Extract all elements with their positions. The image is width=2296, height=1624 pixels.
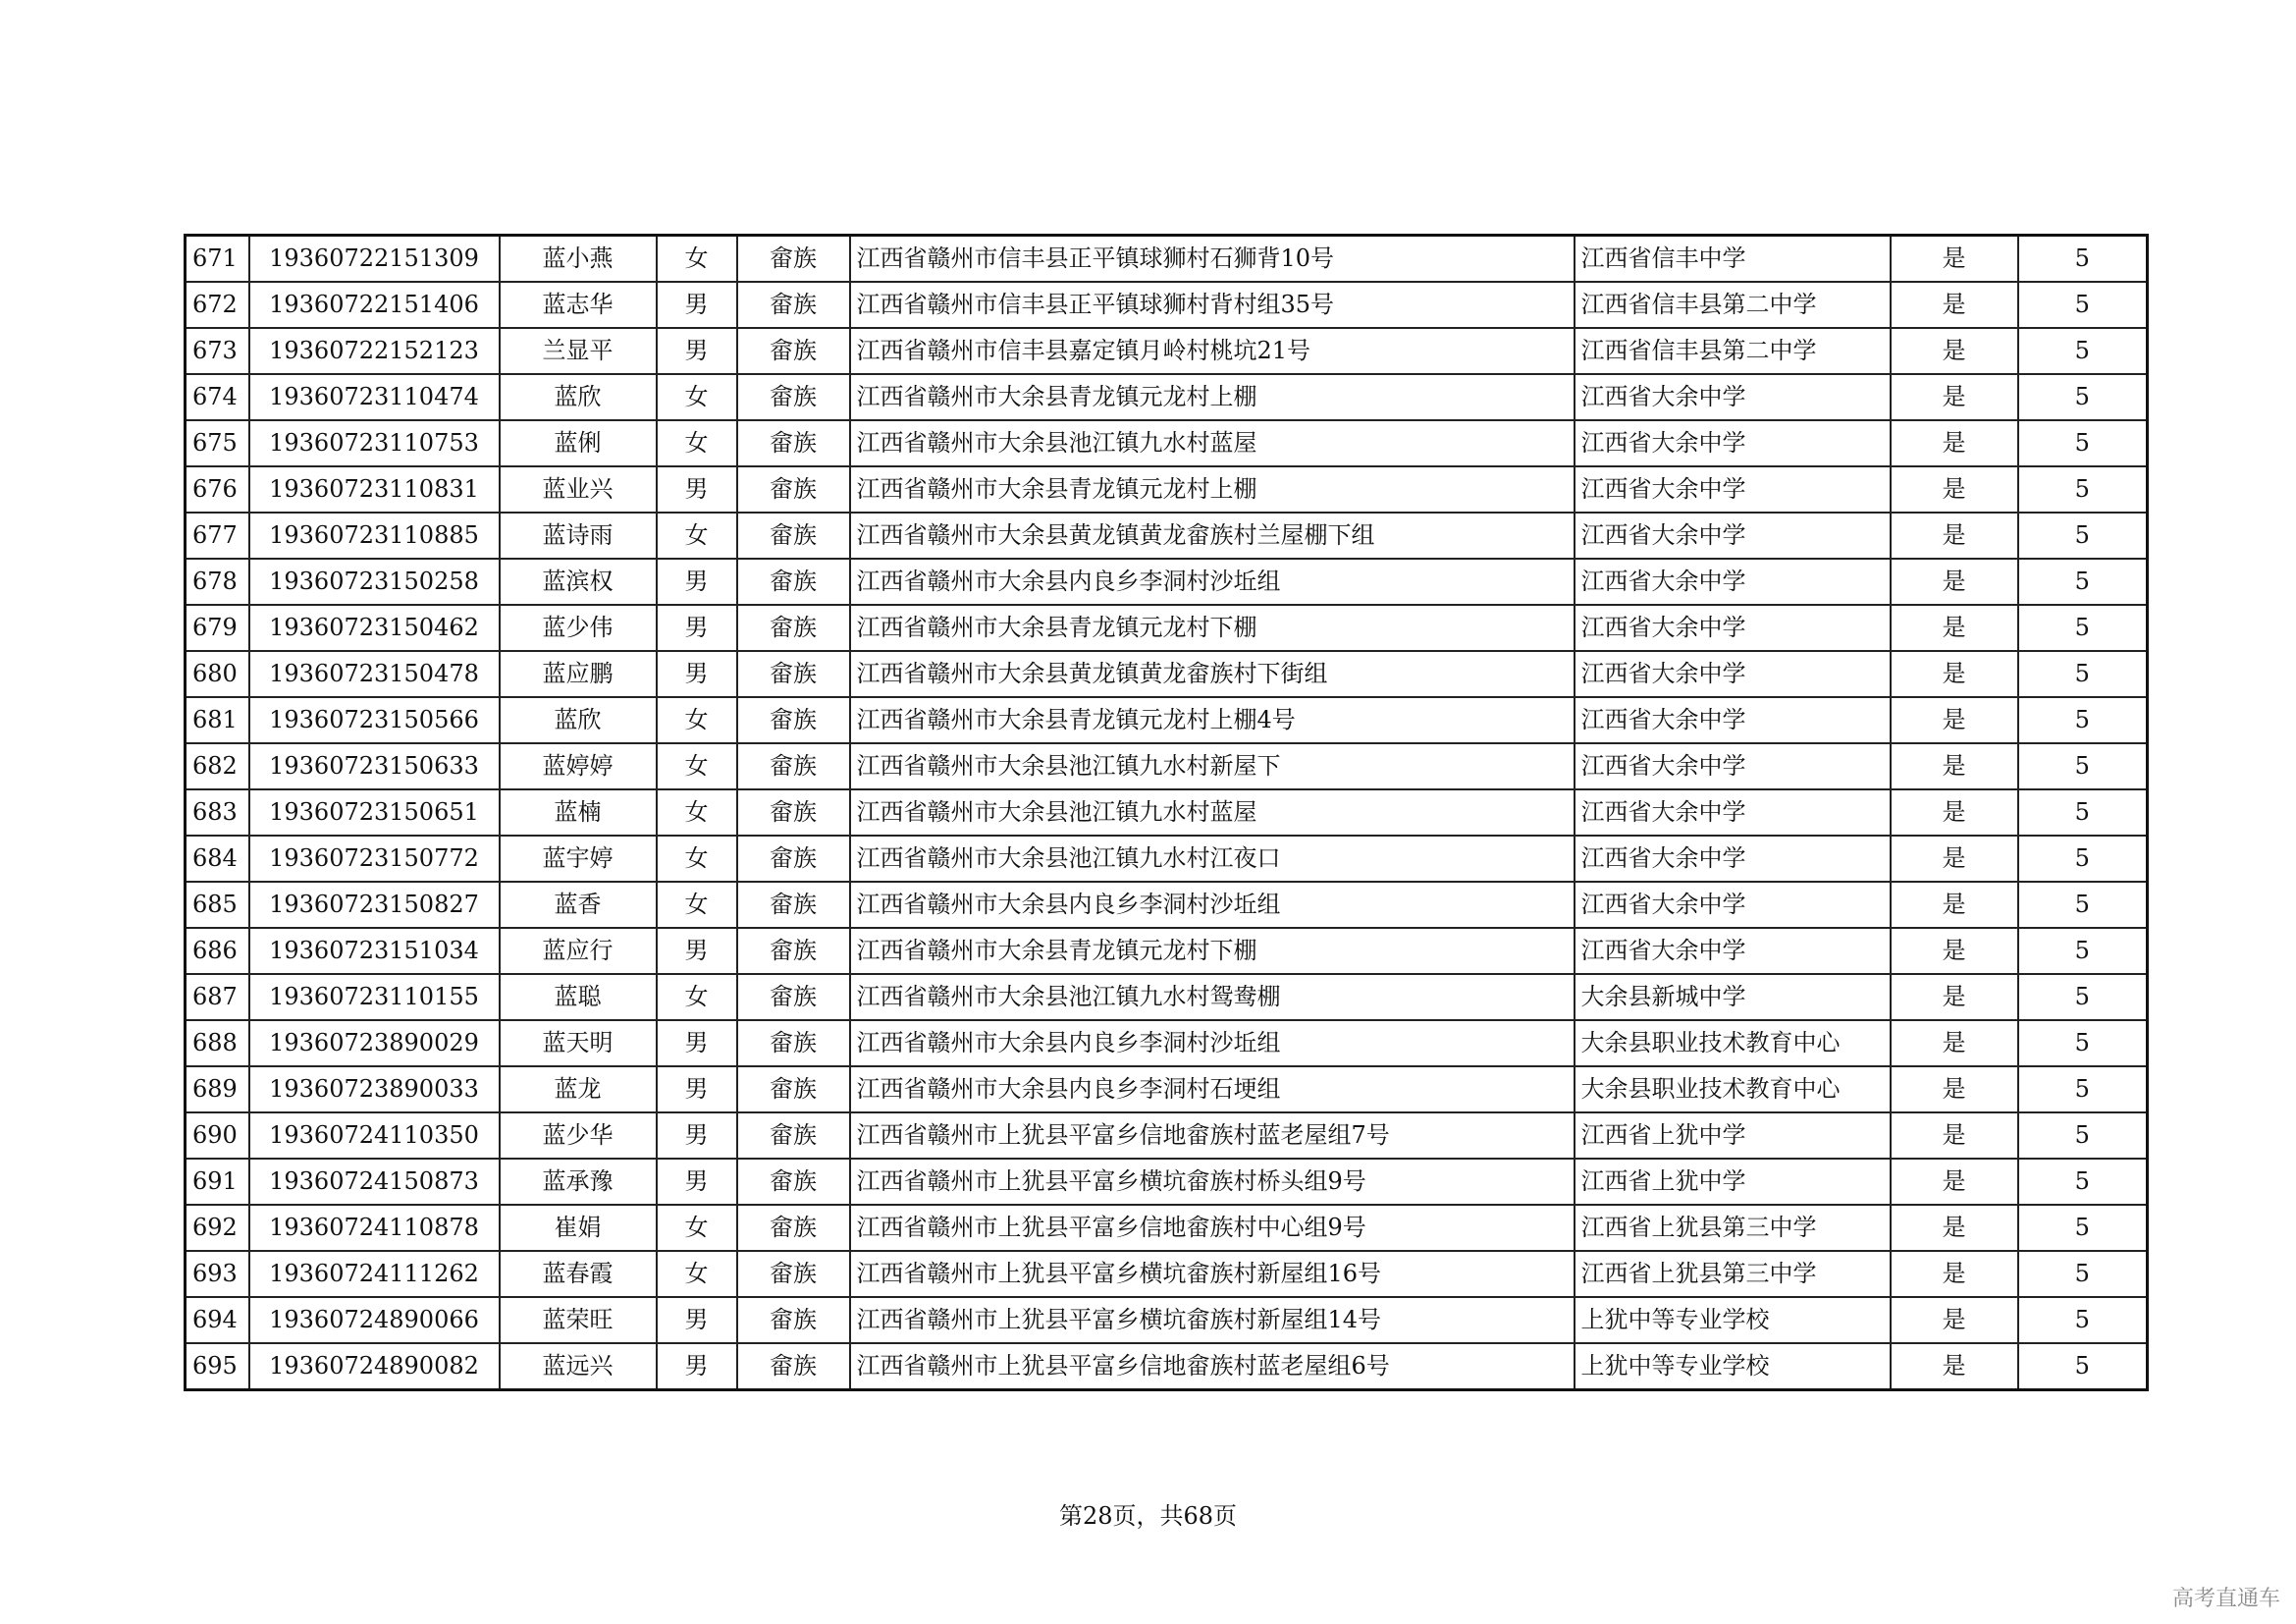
student-name-cell: 蓝志华	[500, 282, 657, 328]
bonus-points-cell: 5	[2018, 1112, 2148, 1159]
bonus-points-cell: 5	[2018, 928, 2148, 974]
gender-cell: 女	[657, 836, 737, 882]
gender-cell: 男	[657, 282, 737, 328]
candidate-id-cell: 19360723110753	[249, 420, 500, 466]
table-row	[186, 789, 2148, 836]
gender-cell: 男	[657, 559, 737, 605]
gender-cell: 男	[657, 928, 737, 974]
row-number-cell: 675	[186, 420, 249, 466]
student-name-cell: 蓝少伟	[500, 605, 657, 651]
ethnicity-cell: 畲族	[737, 651, 850, 697]
ethnicity-cell: 畲族	[737, 1297, 850, 1343]
school-name-cell: 江西省上犹中学	[1575, 1112, 1891, 1159]
student-name-cell: 蓝婷婷	[500, 743, 657, 789]
bonus-points-cell: 5	[2018, 743, 2148, 789]
student-name-cell: 蓝业兴	[500, 466, 657, 513]
home-address-cell: 江西省赣州市大余县黄龙镇黄龙畲族村兰屋棚下组	[850, 513, 1575, 559]
ethnicity-cell: 畲族	[737, 328, 850, 374]
candidate-id-cell: 19360722152123	[249, 328, 500, 374]
candidate-id-cell: 19360723150827	[249, 882, 500, 928]
candidate-id-cell: 19360724150873	[249, 1159, 500, 1205]
table-row	[186, 328, 2148, 374]
bonus-points-cell: 5	[2018, 836, 2148, 882]
gender-cell: 女	[657, 513, 737, 559]
home-address-cell: 江西省赣州市大余县青龙镇元龙村下棚	[850, 605, 1575, 651]
table-row	[186, 651, 2148, 697]
student-name-cell: 蓝滨权	[500, 559, 657, 605]
home-address-cell: 江西省赣州市大余县青龙镇元龙村上棚4号	[850, 697, 1575, 743]
bonus-points-cell: 5	[2018, 1066, 2148, 1112]
row-number-cell: 683	[186, 789, 249, 836]
table-row	[186, 282, 2148, 328]
table-row	[186, 743, 2148, 789]
school-name-cell: 江西省大余中学	[1575, 374, 1891, 420]
student-name-cell: 蓝俐	[500, 420, 657, 466]
ethnicity-cell: 畲族	[737, 374, 850, 420]
eligibility-flag-cell: 是	[1891, 1205, 2018, 1251]
candidate-id-cell: 19360723150258	[249, 559, 500, 605]
bonus-points-cell: 5	[2018, 882, 2148, 928]
school-name-cell: 江西省大余中学	[1575, 836, 1891, 882]
bonus-points-cell: 5	[2018, 697, 2148, 743]
school-name-cell: 江西省大余中学	[1575, 605, 1891, 651]
candidate-id-cell: 19360724110878	[249, 1205, 500, 1251]
table-row	[186, 1343, 2148, 1390]
ethnicity-cell: 畲族	[737, 605, 850, 651]
student-name-cell: 蓝宇婷	[500, 836, 657, 882]
eligibility-flag-cell: 是	[1891, 928, 2018, 974]
school-name-cell: 江西省大余中学	[1575, 882, 1891, 928]
gender-cell: 女	[657, 1205, 737, 1251]
row-number-cell: 685	[186, 882, 249, 928]
ethnicity-cell: 畲族	[737, 1251, 850, 1297]
row-number-cell: 687	[186, 974, 249, 1020]
school-name-cell: 大余县职业技术教育中心	[1575, 1066, 1891, 1112]
bonus-points-cell: 5	[2018, 236, 2148, 283]
eligibility-flag-cell: 是	[1891, 697, 2018, 743]
gender-cell: 男	[657, 466, 737, 513]
eligibility-flag-cell: 是	[1891, 882, 2018, 928]
home-address-cell: 江西省赣州市大余县青龙镇元龙村下棚	[850, 928, 1575, 974]
gender-cell: 男	[657, 1343, 737, 1390]
school-name-cell: 江西省大余中学	[1575, 513, 1891, 559]
candidate-id-cell: 19360723150772	[249, 836, 500, 882]
table-row	[186, 236, 2148, 283]
candidate-id-cell: 19360723150478	[249, 651, 500, 697]
school-name-cell: 江西省大余中学	[1575, 697, 1891, 743]
home-address-cell: 江西省赣州市大余县池江镇九水村蓝屋	[850, 420, 1575, 466]
gender-cell: 女	[657, 789, 737, 836]
gender-cell: 女	[657, 743, 737, 789]
candidate-id-cell: 19360723890033	[249, 1066, 500, 1112]
row-number-cell: 671	[186, 236, 249, 283]
student-name-cell: 蓝欣	[500, 697, 657, 743]
gender-cell: 男	[657, 651, 737, 697]
home-address-cell: 江西省赣州市信丰县正平镇球狮村背村组35号	[850, 282, 1575, 328]
school-name-cell: 大余县新城中学	[1575, 974, 1891, 1020]
eligibility-flag-cell: 是	[1891, 1297, 2018, 1343]
gender-cell: 女	[657, 236, 737, 283]
row-number-cell: 680	[186, 651, 249, 697]
row-number-cell: 693	[186, 1251, 249, 1297]
school-name-cell: 江西省信丰县第二中学	[1575, 328, 1891, 374]
gender-cell: 男	[657, 1297, 737, 1343]
home-address-cell: 江西省赣州市大余县池江镇九水村江夜口	[850, 836, 1575, 882]
table-row	[186, 605, 2148, 651]
home-address-cell: 江西省赣州市大余县池江镇九水村鸳鸯棚	[850, 974, 1575, 1020]
bonus-points-cell: 5	[2018, 1297, 2148, 1343]
ethnicity-cell: 畲族	[737, 1205, 850, 1251]
student-name-cell: 兰显平	[500, 328, 657, 374]
candidate-id-cell: 19360723151034	[249, 928, 500, 974]
student-name-cell: 蓝聪	[500, 974, 657, 1020]
bonus-points-cell: 5	[2018, 789, 2148, 836]
row-number-cell: 689	[186, 1066, 249, 1112]
school-name-cell: 江西省大余中学	[1575, 651, 1891, 697]
ethnicity-cell: 畲族	[737, 236, 850, 283]
home-address-cell: 江西省赣州市大余县池江镇九水村蓝屋	[850, 789, 1575, 836]
school-name-cell: 上犹中等专业学校	[1575, 1343, 1891, 1390]
row-number-cell: 694	[186, 1297, 249, 1343]
page-number: 第28页，共68页	[1058, 1502, 1238, 1530]
eligibility-flag-cell: 是	[1891, 974, 2018, 1020]
row-number-cell: 691	[186, 1159, 249, 1205]
home-address-cell: 江西省赣州市大余县内良乡李洞村沙坵组	[850, 559, 1575, 605]
table-row	[186, 974, 2148, 1020]
eligibility-flag-cell: 是	[1891, 236, 2018, 283]
home-address-cell: 江西省赣州市上犹县平富乡横坑畲族村桥头组9号	[850, 1159, 1575, 1205]
row-number-cell: 677	[186, 513, 249, 559]
student-name-cell: 蓝欣	[500, 374, 657, 420]
table-row	[186, 1020, 2148, 1066]
table-row	[186, 836, 2148, 882]
eligibility-flag-cell: 是	[1891, 651, 2018, 697]
row-number-cell: 692	[186, 1205, 249, 1251]
ethnicity-cell: 畲族	[737, 1343, 850, 1390]
bonus-points-cell: 5	[2018, 1343, 2148, 1390]
eligibility-flag-cell: 是	[1891, 559, 2018, 605]
table-row	[186, 513, 2148, 559]
bonus-points-cell: 5	[2018, 513, 2148, 559]
table-row	[186, 1159, 2148, 1205]
eligibility-flag-cell: 是	[1891, 605, 2018, 651]
school-name-cell: 江西省大余中学	[1575, 420, 1891, 466]
home-address-cell: 江西省赣州市上犹县平富乡横坑畲族村新屋组14号	[850, 1297, 1575, 1343]
home-address-cell: 江西省赣州市上犹县平富乡信地畲族村蓝老屋组6号	[850, 1343, 1575, 1390]
watermark-text: 高考直通车	[2171, 1587, 2280, 1611]
bonus-points-cell: 5	[2018, 1251, 2148, 1297]
home-address-cell: 江西省赣州市大余县黄龙镇黄龙畲族村下街组	[850, 651, 1575, 697]
home-address-cell: 江西省赣州市上犹县平富乡横坑畲族村新屋组16号	[850, 1251, 1575, 1297]
bonus-points-cell: 5	[2018, 605, 2148, 651]
row-number-cell: 672	[186, 282, 249, 328]
table-row	[186, 466, 2148, 513]
candidate-id-cell: 19360722151309	[249, 236, 500, 283]
ethnicity-cell: 畲族	[737, 513, 850, 559]
gender-cell: 女	[657, 1251, 737, 1297]
row-number-cell: 682	[186, 743, 249, 789]
table-row	[186, 374, 2148, 420]
table-row	[186, 882, 2148, 928]
candidate-id-cell: 19360723110885	[249, 513, 500, 559]
row-number-cell: 676	[186, 466, 249, 513]
candidate-id-cell: 19360722151406	[249, 282, 500, 328]
row-number-cell: 678	[186, 559, 249, 605]
eligibility-flag-cell: 是	[1891, 420, 2018, 466]
gender-cell: 男	[657, 1020, 737, 1066]
student-name-cell: 蓝少华	[500, 1112, 657, 1159]
student-name-cell: 蓝楠	[500, 789, 657, 836]
school-name-cell: 江西省信丰县第二中学	[1575, 282, 1891, 328]
table-row	[186, 559, 2148, 605]
student-name-cell: 蓝诗雨	[500, 513, 657, 559]
student-name-cell: 蓝承豫	[500, 1159, 657, 1205]
table-row	[186, 697, 2148, 743]
eligibility-flag-cell: 是	[1891, 466, 2018, 513]
eligibility-flag-cell: 是	[1891, 1159, 2018, 1205]
school-name-cell: 江西省上犹县第三中学	[1575, 1251, 1891, 1297]
candidate-id-cell: 19360723150633	[249, 743, 500, 789]
school-name-cell: 江西省上犹中学	[1575, 1159, 1891, 1205]
ethnicity-cell: 畲族	[737, 697, 850, 743]
bonus-points-cell: 5	[2018, 559, 2148, 605]
roster-body	[186, 236, 2148, 1390]
bonus-points-cell: 5	[2018, 374, 2148, 420]
bonus-points-cell: 5	[2018, 420, 2148, 466]
gender-cell: 女	[657, 420, 737, 466]
gender-cell: 男	[657, 605, 737, 651]
candidate-id-cell: 19360723890029	[249, 1020, 500, 1066]
ethnicity-cell: 畲族	[737, 1159, 850, 1205]
gender-cell: 男	[657, 1159, 737, 1205]
ethnicity-cell: 畲族	[737, 559, 850, 605]
table-row	[186, 420, 2148, 466]
ethnicity-cell: 畲族	[737, 882, 850, 928]
school-name-cell: 上犹中等专业学校	[1575, 1297, 1891, 1343]
student-name-cell: 蓝天明	[500, 1020, 657, 1066]
row-number-cell: 686	[186, 928, 249, 974]
home-address-cell: 江西省赣州市信丰县嘉定镇月岭村桃坑21号	[850, 328, 1575, 374]
eligibility-flag-cell: 是	[1891, 789, 2018, 836]
candidate-id-cell: 19360723150566	[249, 697, 500, 743]
eligibility-flag-cell: 是	[1891, 513, 2018, 559]
home-address-cell: 江西省赣州市大余县青龙镇元龙村上棚	[850, 466, 1575, 513]
eligibility-flag-cell: 是	[1891, 1066, 2018, 1112]
home-address-cell: 江西省赣州市大余县内良乡李洞村沙坵组	[850, 1020, 1575, 1066]
school-name-cell: 江西省信丰中学	[1575, 236, 1891, 283]
candidate-id-cell: 19360723150462	[249, 605, 500, 651]
student-name-cell: 蓝小燕	[500, 236, 657, 283]
candidate-id-cell: 19360723110831	[249, 466, 500, 513]
school-name-cell: 江西省上犹县第三中学	[1575, 1205, 1891, 1251]
table-row	[186, 1112, 2148, 1159]
student-name-cell: 蓝龙	[500, 1066, 657, 1112]
home-address-cell: 江西省赣州市大余县内良乡李洞村石埂组	[850, 1066, 1575, 1112]
row-number-cell: 674	[186, 374, 249, 420]
home-address-cell: 江西省赣州市大余县青龙镇元龙村上棚	[850, 374, 1575, 420]
gender-cell: 男	[657, 1066, 737, 1112]
school-name-cell: 江西省大余中学	[1575, 928, 1891, 974]
student-name-cell: 蓝香	[500, 882, 657, 928]
ethnicity-cell: 畲族	[737, 789, 850, 836]
row-number-cell: 695	[186, 1343, 249, 1390]
eligibility-flag-cell: 是	[1891, 328, 2018, 374]
candidate-id-cell: 19360724110350	[249, 1112, 500, 1159]
ethnicity-cell: 畲族	[737, 420, 850, 466]
school-name-cell: 江西省大余中学	[1575, 789, 1891, 836]
table-row	[186, 928, 2148, 974]
gender-cell: 女	[657, 697, 737, 743]
eligibility-flag-cell: 是	[1891, 1020, 2018, 1066]
row-number-cell: 679	[186, 605, 249, 651]
ethnicity-cell: 畲族	[737, 974, 850, 1020]
eligibility-flag-cell: 是	[1891, 1112, 2018, 1159]
home-address-cell: 江西省赣州市大余县池江镇九水村新屋下	[850, 743, 1575, 789]
eligibility-flag-cell: 是	[1891, 1343, 2018, 1390]
row-number-cell: 681	[186, 697, 249, 743]
table-row	[186, 1297, 2148, 1343]
candidate-id-cell: 19360724111262	[249, 1251, 500, 1297]
ethnicity-cell: 畲族	[737, 928, 850, 974]
bonus-points-cell: 5	[2018, 1159, 2148, 1205]
eligibility-flag-cell: 是	[1891, 374, 2018, 420]
row-number-cell: 673	[186, 328, 249, 374]
student-name-cell: 蓝应鹏	[500, 651, 657, 697]
row-number-cell: 690	[186, 1112, 249, 1159]
ethnicity-cell: 畲族	[737, 466, 850, 513]
row-number-cell: 688	[186, 1020, 249, 1066]
student-name-cell: 蓝远兴	[500, 1343, 657, 1390]
school-name-cell: 大余县职业技术教育中心	[1575, 1020, 1891, 1066]
student-name-cell: 蓝荣旺	[500, 1297, 657, 1343]
candidate-id-cell: 19360723110155	[249, 974, 500, 1020]
ethnicity-cell: 畲族	[737, 1066, 850, 1112]
bonus-points-cell: 5	[2018, 282, 2148, 328]
home-address-cell: 江西省赣州市上犹县平富乡信地畲族村蓝老屋组7号	[850, 1112, 1575, 1159]
eligibility-flag-cell: 是	[1891, 282, 2018, 328]
eligibility-flag-cell: 是	[1891, 836, 2018, 882]
bonus-points-cell: 5	[2018, 1205, 2148, 1251]
table-row	[186, 1205, 2148, 1251]
student-roster-table	[184, 234, 2149, 1391]
school-name-cell: 江西省大余中学	[1575, 743, 1891, 789]
ethnicity-cell: 畲族	[737, 743, 850, 789]
student-name-cell: 蓝春霞	[500, 1251, 657, 1297]
row-number-cell: 684	[186, 836, 249, 882]
school-name-cell: 江西省大余中学	[1575, 559, 1891, 605]
student-name-cell: 蓝应行	[500, 928, 657, 974]
ethnicity-cell: 畲族	[737, 836, 850, 882]
home-address-cell: 江西省赣州市大余县内良乡李洞村沙坵组	[850, 882, 1575, 928]
gender-cell: 女	[657, 974, 737, 1020]
ethnicity-cell: 畲族	[737, 1112, 850, 1159]
bonus-points-cell: 5	[2018, 1020, 2148, 1066]
candidate-id-cell: 19360723150651	[249, 789, 500, 836]
home-address-cell: 江西省赣州市上犹县平富乡信地畲族村中心组9号	[850, 1205, 1575, 1251]
bonus-points-cell: 5	[2018, 466, 2148, 513]
eligibility-flag-cell: 是	[1891, 1251, 2018, 1297]
table-row	[186, 1066, 2148, 1112]
gender-cell: 女	[657, 374, 737, 420]
bonus-points-cell: 5	[2018, 651, 2148, 697]
table-row	[186, 1251, 2148, 1297]
gender-cell: 男	[657, 328, 737, 374]
candidate-id-cell: 19360723110474	[249, 374, 500, 420]
bonus-points-cell: 5	[2018, 974, 2148, 1020]
gender-cell: 女	[657, 882, 737, 928]
eligibility-flag-cell: 是	[1891, 743, 2018, 789]
ethnicity-cell: 畲族	[737, 282, 850, 328]
home-address-cell: 江西省赣州市信丰县正平镇球狮村石狮背10号	[850, 236, 1575, 283]
student-name-cell: 崔娟	[500, 1205, 657, 1251]
gender-cell: 男	[657, 1112, 737, 1159]
bonus-points-cell: 5	[2018, 328, 2148, 374]
ethnicity-cell: 畲族	[737, 1020, 850, 1066]
school-name-cell: 江西省大余中学	[1575, 466, 1891, 513]
candidate-id-cell: 19360724890082	[249, 1343, 500, 1390]
candidate-id-cell: 19360724890066	[249, 1297, 500, 1343]
